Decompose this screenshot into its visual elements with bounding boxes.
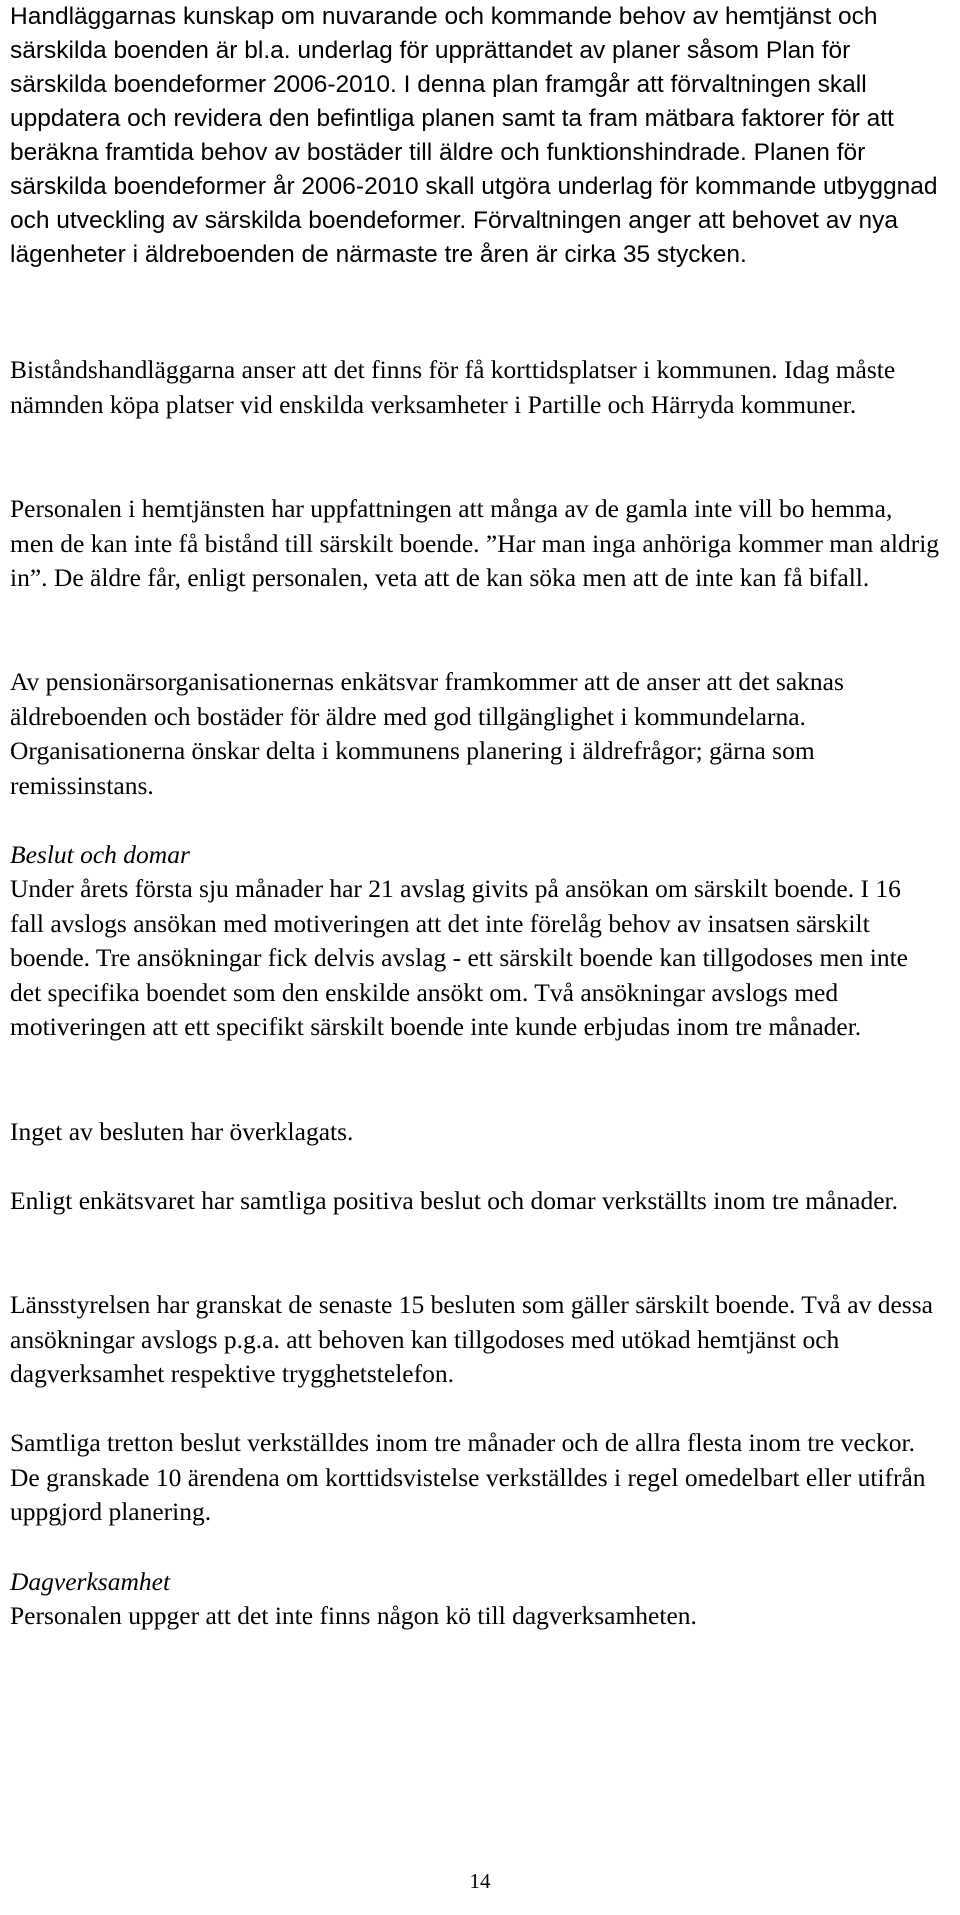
page-number: 14: [469, 1869, 491, 1893]
paragraph-decisions: Under årets första sju månader har 21 avslag givits på ansökan om särskilt boende. I 16 fall avslogs ansökan med motiveringen att det inte förelåg behov av insatsen särskilt boende. Tre ansökningar fick delvis avslag - ett särskilt boende kan tillgodoses men inte det specifika boendet som den enskilde ansökt om. Två ansökningar avslogs med motiveringen att ett specifikt särskilt boende inte kunde erbjudas inom tre månader.: [10, 874, 908, 1041]
paragraph-day-activities: Personalen uppger att det inte finns någon kö till dagverksamheten.: [10, 1601, 697, 1630]
paragraph-home-care-staff: Personalen i hemtjänsten har uppfattningen att många av de gamla inte vill bo hemma, men de kan inte få bistånd till särskilt boende. ”Har man inga anhöriga kommer man aldrig in”. De äldre får, enligt personalen, veta att de kan söka men att de inte kan få bifall.: [10, 494, 940, 592]
paragraph-no-appeals: Inget av besluten har överklagats.: [10, 1117, 354, 1146]
paragraph-planning: Handläggarnas kunskap om nuvarande och kommande behov av hemtjänst och särskilda boenden är bl.a. underlag för upprättandet av planer såsom Plan för särskilda boendeformer 2006-2010. I denna plan framgår att förvaltningen skall uppdatera och revidera den befintliga planen samt ta fram mätbara faktorer för att beräkna framtida behov av bostäder till äldre och funktionshindrade. Planen för särskilda boendeformer år 2006-2010 skall utgöra underlag för kommande utbyggnad och utveckling av särskilda boendeformer. Förvaltningen anger att behovet av nya lägenheter i äldreboenden de närmaste tre åren är cirka 35 stycken.: [10, 3, 938, 268]
heading-decisions: Beslut och domar: [10, 840, 190, 869]
paragraph-thirteen-decisions: Samtliga tretton beslut verkställdes inom tre månader och de allra flesta inom tre veckor. De granskade 10 ärendena om korttidsvistelse verkställdes i regel omedelbart eller utifrån uppgjord planering.: [10, 1428, 926, 1526]
paragraph-positive-decisions: Enligt enkätsvaret har samtliga positiva beslut och domar verkställts inom tre månader.: [10, 1186, 899, 1215]
paragraph-county-review: Länsstyrelsen har granskat de senaste 15 besluten som gäller särskilt boende. Två av dessa ansökningar avslogs p.g.a. att behoven kan tillgodoses med utökad hemtjänst och dagverksamhet respektive trygghetstelefon.: [10, 1290, 933, 1388]
paragraph-pensioner-organisations: Av pensionärsorganisationernas enkätsvar framkommer att de anser att det saknas äldreboenden och bostäder för äldre med god tillgänglighet i kommundelarna. Organisationerna önskar delta i kommunens planering i äldrefrågor; gärna som remissinstans.: [10, 667, 844, 800]
heading-day-activities: Dagverksamhet: [10, 1567, 171, 1596]
paragraph-short-term-places: Biståndshandläggarna anser att det finns för få korttidsplatser i kommunen. Idag måste nämnden köpa platser vid enskilda verksamheter i Partille och Härryda kommuner.: [10, 355, 896, 419]
